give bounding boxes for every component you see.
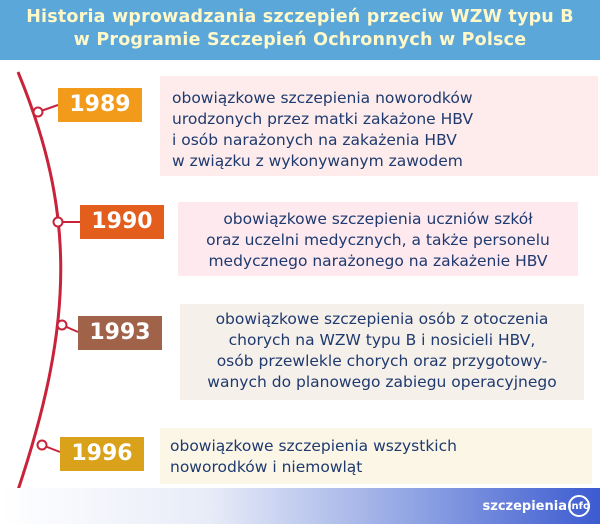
- event-text-line: urodzonych przez matki zakażone HBV: [172, 110, 474, 128]
- timeline-dot-1990: [54, 218, 63, 227]
- logo-info-circle: [568, 495, 590, 517]
- event-text-line: medycznego narażonego na zakażenie HBV: [208, 252, 548, 270]
- logo-text: szczepienia: [482, 498, 567, 514]
- timeline-dot-1989: [34, 108, 43, 117]
- event-box-1989: [160, 76, 598, 176]
- event-box-1996: [160, 428, 592, 484]
- event-text-line: obowiązkowe szczepienia osób z otoczenia: [215, 310, 549, 328]
- year-badge-1996: 1996: [60, 437, 144, 471]
- event-text-line: obowiązkowe szczepienia noworodków: [172, 89, 473, 107]
- event-text-line: wanych do planowego zabiegu operacyjnego: [207, 373, 557, 391]
- timeline-line: [18, 72, 61, 490]
- event-text-line: chorych na WZW typu B i nosicieli HBV,: [228, 331, 536, 349]
- event-text-line: i osób narażonych na zakażenia HBV: [172, 131, 457, 149]
- title-line-1: Historia wprowadzania szczepień przeciw WZW typu B: [26, 7, 574, 27]
- event-text-line: oraz uczelni medycznych, a także personelu: [206, 231, 550, 249]
- event-box-1990: [178, 202, 578, 276]
- event-text-line: osób przewlekle chorych oraz przygotowy-: [216, 352, 548, 370]
- event-text-line: obowiązkowe szczepienia wszystkich: [170, 437, 457, 455]
- szczepienia-info-logo: [483, 493, 590, 519]
- title-line-2: w Programie Szczepień Ochronnych w Polsce: [73, 30, 527, 50]
- timeline-dot-1996: [38, 441, 47, 450]
- event-text-line: noworodków i niemowląt: [170, 458, 363, 476]
- year-badge-1990: 1990: [80, 205, 164, 239]
- year-badge-1993: 1993: [78, 316, 162, 350]
- timeline-dot-1993: [58, 321, 67, 330]
- year-badge-1989: 1989: [58, 88, 142, 122]
- logo-suffix: info: [568, 500, 590, 512]
- event-text-line: obowiązkowe szczepienia uczniów szkół: [223, 210, 533, 228]
- event-box-1993: [180, 304, 584, 400]
- event-text-line: w związku z wykonywanym zawodem: [172, 152, 463, 170]
